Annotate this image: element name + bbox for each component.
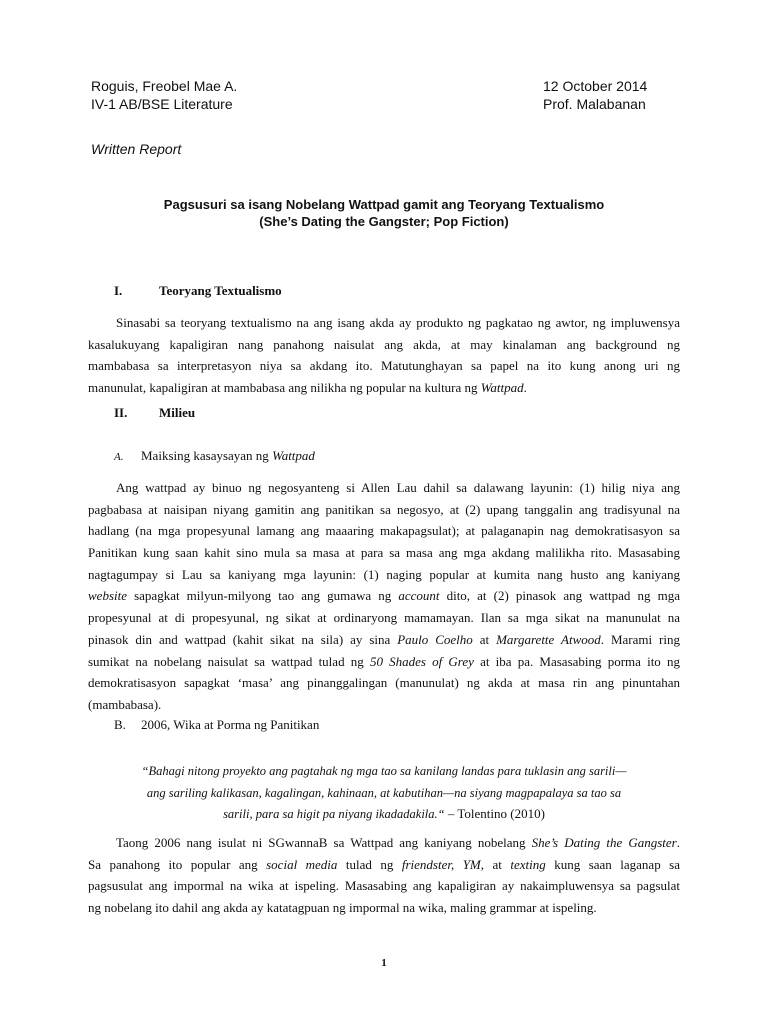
paragraph-line: mambabasa sa interpretasyon niya sa akdang ito. Matutunghayan sa papel na ito kung anong uri ng — [88, 358, 680, 374]
paragraph-line: hadlang (na mga propesyunal lamang ang maaaring makapagsulat); at palaganapin nag demokratisasyon sa — [88, 523, 680, 539]
paragraph-textualismo — [88, 312, 680, 399]
paragraph-line: nagtagumpay si Lau sa kaniyang mga layunin: (1) naging popular at kumita nang husto ang kaniyang — [88, 566, 680, 582]
document-subtitle: (She’s Dating the Gangster; Pop Fiction) — [259, 214, 509, 229]
paragraph-line: manunulat, kapaligiran at mambabasa ang nilikha ng popular na kultura ng Wattpad. — [88, 380, 527, 396]
subsection-label: B. — [114, 717, 126, 732]
paragraph-line: pagsusulat ang impormal na wika at ispeling. Masasabing ang kapaligiran ay nakaimpluwensya sa pagsulat — [88, 878, 680, 894]
subsection-heading-a — [114, 448, 315, 464]
paragraph-line: pagbabasa at naisipan niyang gamitin ang panitikan sa negosyo, at (2) upang tanggalin ang tradisyunal na — [88, 501, 680, 517]
paragraph-line: demokratisasyon sapagkat ‘masa’ ang pinanggalingan (manunulat) ng akda at masa rin ang pinuntahan — [88, 675, 680, 691]
section-heading-2 — [114, 405, 195, 421]
section-title: Teoryang Textualismo — [159, 283, 282, 298]
paragraph-line: pinasok din and wattpad (kahit sikat na sila) ay sina Paulo Coelho at Margarette Atwood. Marami ring — [88, 631, 680, 647]
paragraph-line: Sinasabi sa teoryang textualismo na ang isang akda ay produkto ng pagkatao ng awtor, ng impluwensya — [116, 315, 680, 330]
quote-citation: – Tolentino (2010) — [444, 806, 545, 822]
paragraph-line: Sa panahong ito popular ang social media tulad ng friendster, YM, at texting kung saan laganap sa — [88, 856, 681, 872]
paragraph-line: Panitikan kung saan kahit sino mula sa masa at para sa masa ang mga akdang malilikha rito. Masasabing — [88, 545, 680, 561]
course-section: IV-1 AB/BSE Literature — [91, 96, 233, 112]
paragraph-wattpad-history — [88, 477, 680, 716]
author-name: Roguis, Freobel Mae A. — [91, 78, 238, 94]
paragraph-line: sumikat na nobelang naisulat sa wattpad tulad ng 50 Shades of Grey at iba pa. Masasabing porma ito ng — [88, 653, 680, 669]
quote-line: “Bahagi nitong proyekto ang pagtahak ng mga tao sa kanilang landas para tuklasin ang sarili— — [141, 764, 627, 778]
subsection-heading-b — [114, 717, 319, 733]
section-heading-1 — [114, 283, 282, 299]
page-number: 1 — [381, 957, 387, 969]
report-date: 12 October 2014 — [543, 78, 648, 94]
subsection-title: 2006, Wika at Porma ng Panitikan — [141, 717, 320, 732]
section-number: I. — [114, 283, 123, 298]
paragraph-line: propesyunal at di propesyunal, ng sikat at ordinaryong mamamayan. Ilan sa mga sikat na manunulat na — [88, 610, 680, 626]
subsection-label: A. — [114, 451, 124, 463]
subsection-title: Maiksing kasaysayan ng Wattpad — [141, 448, 315, 463]
professor-name: Prof. Malabanan — [543, 96, 646, 112]
section-title: Milieu — [159, 405, 196, 420]
quote-line: sarili, para sa higit pa niyang ikadadakila.“ – Tolentino (2010) — [223, 806, 545, 822]
report-type: Written Report — [91, 141, 182, 157]
paragraph-line: kasalukuyang kapaligiran nang panahong naisulat ang akda, at may kinalaman ang background ng — [88, 336, 680, 352]
block-quote — [88, 760, 680, 825]
paragraph-line: ng nobelang ito dahil ang akda ay katatagpuan ng impormal na wika, maling grammar at ispeling. — [88, 900, 597, 916]
paragraph-line: (mambabasa). — [88, 696, 162, 712]
paragraph-line: website sapagkat milyun-milyong tao ang gumawa ng account dito, at (2) pinasok ang wattpad ng mga — [88, 588, 680, 604]
paragraph-line: Ang wattpad ay binuo ng negosyanteng si Allen Lau dahil sa dalawang layunin: (1) hilig niya ang — [116, 480, 680, 495]
quote-line: ang sariling kalikasan, kagalingan, kahinaan, at kabutihan—na siyang magpapalaya sa tao sa — [146, 785, 622, 800]
section-number: II. — [114, 405, 128, 420]
paragraph-2006 — [88, 832, 680, 919]
paragraph-line: Taong 2006 nang isulat ni SGwannaB sa Wattpad ang kaniyang nobelang She’s Dating the Gangster. — [116, 835, 680, 850]
document-title: Pagsusuri sa isang Nobelang Wattpad gamit ang Teoryang Textualismo — [163, 197, 605, 212]
